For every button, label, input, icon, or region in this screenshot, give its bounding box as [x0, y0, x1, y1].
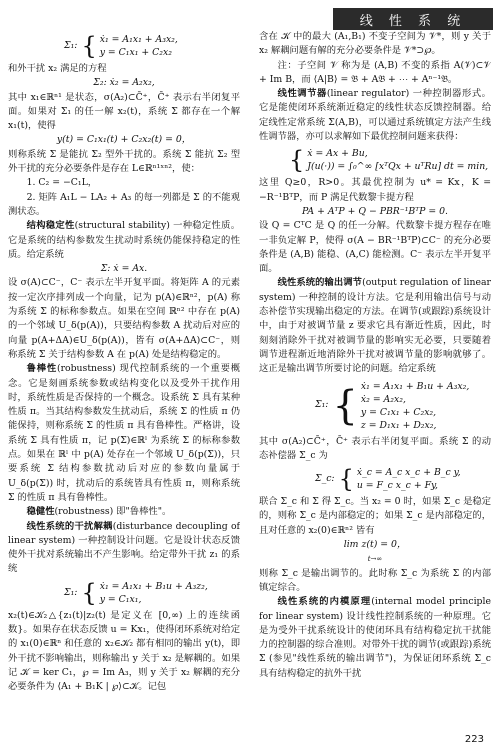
equation-line: z = D₁x₁ + D₂x₂,: [360, 419, 437, 431]
equation-line: y = C₁x₁ + C₂x₂: [99, 47, 172, 58]
equation-line: y = C₁x₁,: [99, 593, 142, 605]
note: 注：子空间 𝒱 称为是 (A,B) 不变的系指 A(𝒱)⊂𝒱 + Im B，而 ⟨A|B⟩ = 𝔅 + A𝔅 + ⋯ + Aⁿ⁻¹𝔅。: [259, 59, 491, 85]
brace-icon: {: [81, 578, 97, 607]
entry-text: (linear regulator) 一种控制器形式。它是能使闭环系统渐近稳定的线性状态反馈控制器。给定线性定常系统 Σ(A,B)，可以通过系统镇定方法产生线性调节器，亦可以求解如下最优控制问题来获得：: [259, 88, 491, 143]
equation-system: Σ: ẋ = Ax.: [100, 263, 148, 275]
entry-output-regulation: [259, 276, 491, 376]
brace-icon: {: [289, 146, 305, 175]
entry-structural-stability: [8, 219, 240, 262]
paragraph: x₂(t)∈𝒦₂△{z₁(t)|z₂(t) 是定义在 [0,∞) 上的连续函数}。如果存在状态反馈 u = Kx₁，使得闭环系统对给定的 x₁(0)∈ℝⁿ 和任意的 x₂∈𝒦₂ 都有相同的输出 y(t)，即外干扰不影响输出，则称输出 y 关于 x₂ 是解耦的。如果记 𝒦 = ker C₁，℘ = Im A₃，则 y 关于 x₂ 解耦的充分必要条件为 ⟨A₁ + B₁K | ℘⟩⊂𝒦。记包: [8, 609, 240, 693]
equation-line: J(u(·)) = ∫₀^∞ [xᵀQx + uᵀRu] dt = min,: [307, 161, 489, 173]
paragraph: 和外干扰 x₂ 满足的方程: [8, 63, 107, 74]
entry-internal-model-principle: [259, 595, 491, 681]
equation-line: ẋ₁ = A₁x₁ + B₁u + A₃z₂,: [99, 580, 208, 592]
brace-icon: {: [338, 465, 354, 494]
entry-text: (robustness) 即"鲁棒性"。: [54, 506, 172, 518]
equation-sigma2: Σ₂: ẋ₂ = A₂x₂,: [93, 77, 155, 89]
entry-robustness: [8, 362, 240, 505]
paragraph: 设 Q = CᵀC 是 Q 的任一分解。代数黎卡提方程存在唯一非负定解 P，使得 σ(A − BR⁻¹BᵀP)⊂C⁻ 的充分必要条件是 (A,B) 能稳、(A,C) 能检测。C⁻ 表示左半开复平面。: [259, 220, 491, 275]
paragraph: 其中 x₁∈ℝⁿ¹ 是状态，σ(A₂)⊂C̄⁺，C̄⁺ 表示右半闭复平面。如果对 Σ₁ 的任一解 x₂(t)，系统 Σ 都存在一个解 x₁(t)，使得: [8, 91, 240, 132]
equation-line: ẋ_c = A_c x_c + B_c y,: [356, 467, 461, 479]
entry-text: (internal model principle for linear system) 设计线性控制系统的一种原理。它是为受外干扰系统设计的使闭环具有结构稳定抗干扰能力的控制器的综合准则。对带外干扰的调节(或跟踪)系统 Σ (参见"线性系统的输出调节")，为保证闭环系统 Σ_c 具有结构稳定的抗外干扰: [259, 596, 491, 679]
entry-text: (disturbance decoupling of linear system) 一种控制设计问题。它是设计状态反馈使外干扰对系统输出不产生影响。给定带外干扰 z₁ 的系统: [8, 520, 240, 575]
entry-term: 稳健性: [26, 506, 55, 518]
paragraph: 联合 Σ_c 和 Σ 得 Σ_c。当 x₂ = 0 时，如果 Σ_c 是稳定的，则称 Σ_c 是内部稳定的；如果 Σ_c 是内部稳定的，且对任意的 x₂(0)∈ℝⁿ² 皆有: [259, 496, 491, 536]
brace-icon: {: [332, 382, 358, 429]
equation-sigma1: [64, 33, 240, 59]
equation-compensator: [315, 466, 491, 492]
equation-output: y(t) = C₁x₁(t) + C₂x₂(t) = 0，: [56, 134, 192, 146]
equation-riccati: PA + AᵀP + Q − PBR⁻¹BᵀP = 0.: [302, 205, 448, 217]
header-title: 线 性 系 统: [359, 13, 467, 29]
equation-line: ẋ₂ = A₂x₂,: [360, 393, 406, 405]
equation-lqr: [289, 147, 491, 173]
list-item: 2. 矩阵 A₁L − LA₂ + A₃ 的每一列都是 Σ 的不能观测状态。: [8, 191, 240, 217]
entry-text: (output regulation of linear system) 一种控制的设计方法。它是利用输出信号与动态补偿节实现输出稳定的方法。在调节(或跟踪)系统设计中，由于对被调节量 z 要求它具有渐近性质，因此，时刻刻消除外干扰对被调节量的影响实无必要，只要随着调节进程渐近地消除外干扰对被调节量的影响就够了。这正是输出调节所要讨论的问题。给定系统: [259, 277, 491, 375]
equation-label: Σ₁:: [315, 399, 329, 411]
equation-line: y = C₁x₁ + C₂x₂,: [360, 406, 437, 418]
page-number: 223: [464, 734, 484, 745]
equation-line: ẋ = Ax + Bu,: [307, 148, 368, 160]
equation-line: u = F_c x_c + Fy,: [356, 480, 439, 492]
running-header: [333, 8, 493, 30]
entry-term: 结构稳定性: [26, 220, 75, 232]
equation-sigma1-disturbed: [64, 580, 240, 606]
entry-term: 线性系统的内模原理: [277, 596, 372, 608]
paragraph: 设 σ(A)⊂C⁻，C⁻ 表示左半开复平面。将矩阵 A 的元素按一定次序排列成一个向量，记为 p(A)∈ℝⁿ²，p(A) 称为系统 Σ 的标称参数点。如果在空间 ℝⁿ² 中存在 p(A) 的一个邻域 U_δ(p(A))，只要结构参数 A 扰动后对应的向量 p(A+ΔA)∈U_δ(p(A))，皆有 σ(A+ΔA)⊂C⁻，则称系统 Σ 关于结构参数 A 在 p(A) 处是结构稳定的。: [8, 277, 240, 360]
entry-text: (structural stability) 一种稳定性质。它是系统的结构参数发生扰动时系统仍能保持稳定的性质。给定系统: [8, 220, 240, 260]
entry-robustness-alt: [8, 505, 240, 519]
entry-term: 线性系统的干扰解耦: [26, 520, 113, 532]
limit-expression: lim z(t) = 0，: [343, 539, 407, 551]
paragraph: 这里 Q≥0，R>0。其最优控制为 u* = Kx，K = −R⁻¹BᵀP，而 P 满足代数黎卡提方程: [259, 177, 491, 203]
entry-term: 线性调节器: [277, 88, 327, 100]
paragraph: 则称 Σ_c 是输出调节的。此时称 Σ_c 为系统 Σ 的内部镇定综合。: [259, 567, 491, 593]
entry-linear-regulator: [259, 87, 491, 144]
entry-term: 线性系统的输出调节: [277, 277, 363, 289]
left-column: [8, 30, 240, 731]
list-item: 1. C₂ = −C₁L，: [26, 177, 98, 189]
equation-label: Σ₁:: [64, 586, 78, 598]
paragraph: 含在 𝒦 中的最大 (A₁,B₁) 不变子空间为 𝒱*，则 y 关于 x₂ 解耦问题有解的充分必要条件是 𝒱*⊃℘。: [259, 31, 491, 57]
equation-label: Σ₁:: [64, 39, 78, 51]
limit-subscript: t→∞: [367, 555, 383, 564]
equation-line: ẋ₁ = A₁x₁ + A₃x₂,: [99, 34, 178, 45]
entry-text: (robustness) 现代控制系统的一个重要概念。它是刻画系统参数或结构变化以及受外干扰作用时，系统性质是否保持的一个概念。设系统 Σ 具有某种性质 π。当其结构参数发生扰动后，系统 Σ 的性质 π 仍能保持，则称系统 Σ 的性质 π 具有鲁棒性。严格讲，设系统 Σ 具有性质 π，记 p(Σ)∈ℝˡ 为系统 Σ 的标称参数点。如果在 ℝˡ 中 p(A) 处存在一个邻域 U_δ(p(Σ))，只要系统 Σ 结构参数扰动后对应的参数向量属于 U_δ(p(Σ)) 时，扰动后的系统皆具有性质 π，则称系统 Σ 的性质 π 具有鲁棒性。: [8, 363, 240, 503]
paragraph: 则称系统 Σ 是能抗 Σ₂ 型外干扰的。系统 Σ 能抗 Σ₂ 型外干扰的充分必要条件是存在 L∈ℝⁿ¹ˣⁿ²，使：: [8, 148, 240, 175]
brace-icon: {: [81, 32, 97, 60]
equation-sigma-full: [315, 380, 491, 432]
paragraph: 其中 σ(A₂)⊂C̄⁺，C̄⁺ 表示右半闭复平面。系统 Σ 的动态补偿器 Σ_c 为: [259, 435, 491, 461]
equation-line: ẋ₁ = A₁x₁ + B₁u + A₃x₂,: [360, 380, 470, 392]
right-column: [259, 30, 491, 731]
equation-limit: [259, 538, 491, 567]
entry-disturbance-decoupling: [8, 520, 240, 577]
equation-label: Σ_c:: [315, 472, 335, 484]
entry-term: 鲁棒性: [26, 363, 57, 375]
